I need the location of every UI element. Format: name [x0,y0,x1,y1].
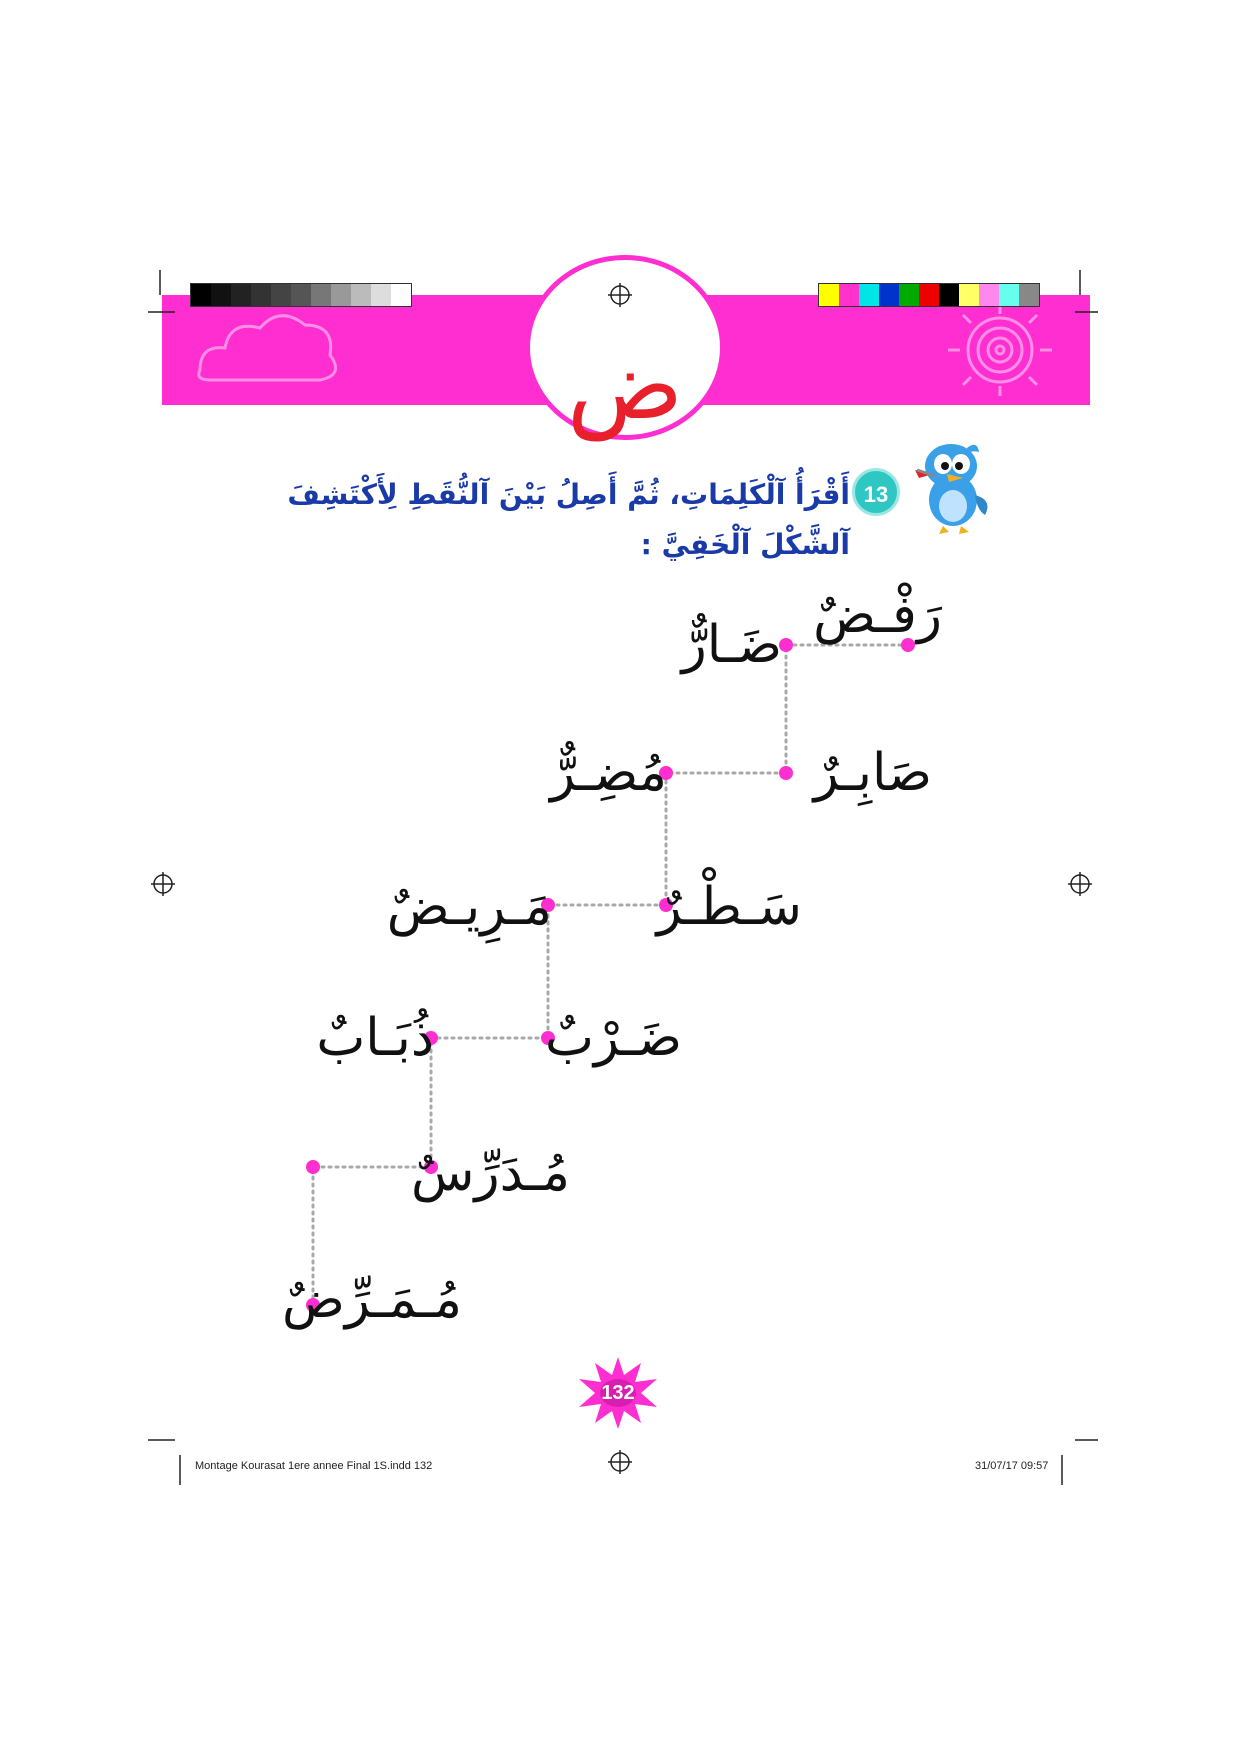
word-rafd: رَفْـضٌ [813,585,942,645]
page-number: 132 [601,1382,635,1404]
word-mudirr: مُضِـرٌّ [550,743,667,803]
dot-10 [306,1160,320,1174]
word-darb: ضَـرْبٌ [544,1008,682,1068]
dot-3 [779,766,793,780]
word-sabir: صَابِـرٌ [813,743,932,803]
word-mumarrid: مُـمَـرِّضٌ [282,1270,462,1330]
word-mudarris: مُـدَرِّسٌ [411,1143,570,1203]
exercise-number-badge: 13 [852,468,900,516]
exercise-instruction: أَقْرَأُ آلْكَلِمَاتِ، ثُمَّ أَصِلُ بَيْنَ آلنُّقَطِ لِأَكْتَشِفَ آلشَّكْلَ آلْخَفِيَّ : [287,478,850,561]
word-satr: سَـطْـرٌ [656,877,802,937]
slug-date-time: 31/07/17 09:57 [975,1460,1049,1472]
word-marid: مَـرِيـضٌ [386,877,552,937]
featured-letter: ض [566,329,684,441]
word-dhubab: ذُبَـابٌ [316,1008,434,1068]
slug-file-info: Montage Kourasat 1ere annee Final 1S.indd 132 [195,1460,433,1472]
word-darr: ضَـارٌّ [681,615,782,675]
